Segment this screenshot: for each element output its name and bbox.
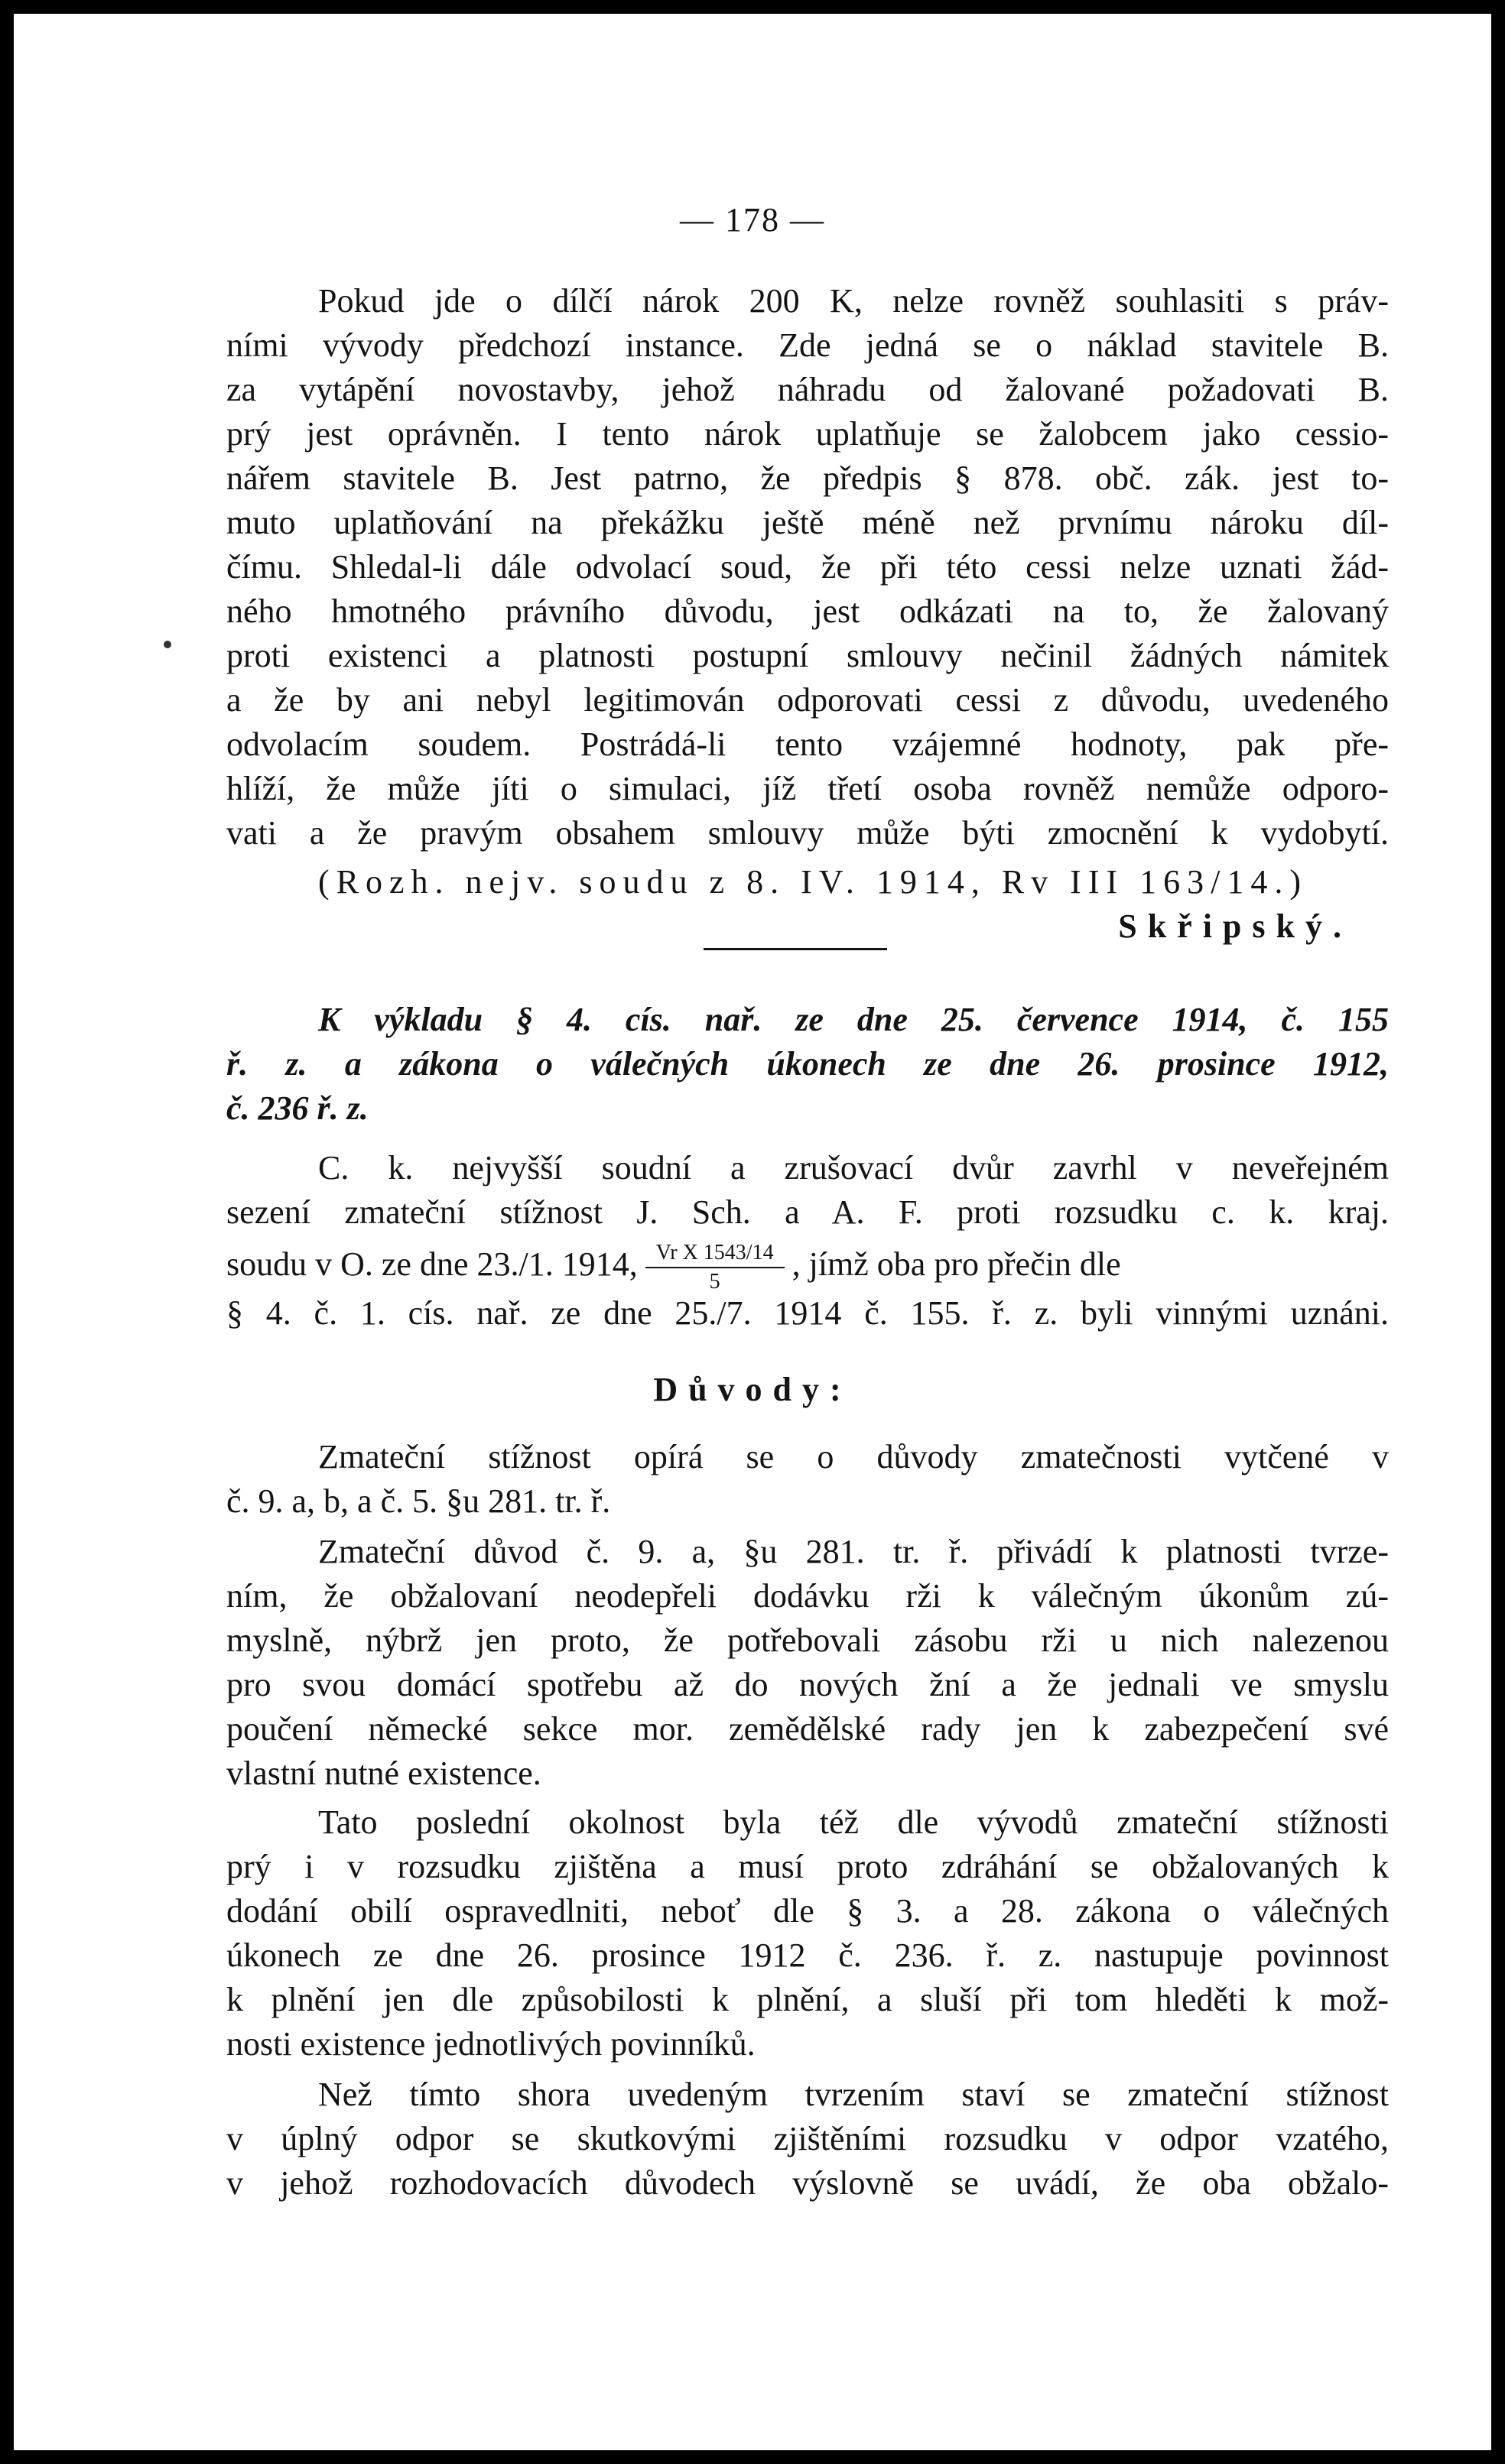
para5-line: Tato poslední okolnost byla též dle vývodů zmateční stížnosti [318, 1803, 1389, 1841]
case-title-line: K výkladu § 4. cís. nař. ze dne 25. července 1914, č. 155 [318, 1001, 1389, 1038]
author-signature: Skřipský. [1118, 907, 1352, 945]
para6-line: Než tímto shora uvedeným tvrzením staví se zmateční stížnost [318, 2076, 1389, 2113]
case-title-line: ř. z. a zákona o válečných úkonech ze dne 26. prosince 1912, [226, 1045, 1389, 1083]
para1-line: čímu. Shledal-li dále odvolací soud, že při této cessi nelze uznati žád- [226, 548, 1389, 586]
para2-line: sezení zmateční stížnost J. Sch. a A. F. proti rozsudku c. k. kraj. [226, 1193, 1389, 1231]
para3-line: č. 9. a, b, a č. 5. §u 281. tr. ř. [226, 1482, 611, 1520]
scan-speck [164, 641, 171, 648]
para5-line: prý i v rozsudku zjištěna a musí proto zdráhání se obžalovaných k [226, 1848, 1389, 1885]
para1-line: za vytápění novostavby, jehož náhradu od žalované požadovati B. [226, 371, 1389, 408]
section-divider [704, 948, 887, 950]
section-heading: Důvody: [653, 1371, 852, 1408]
para3-line: Zmateční stížnost opírá se o důvody zmatečnosti vytčené v [318, 1438, 1389, 1475]
para4-line: myslně, nýbrž jen proto, že potřebovali zásobu rži u nich nalezenou [226, 1622, 1389, 1659]
citation: (Rozh. nejv. soudu z 8. IV. 1914, Rv III 163/14.) [318, 863, 1308, 901]
para2-text: soudu v O. ze dne 23./1. 1914, [226, 1245, 638, 1283]
para1-line: ného hmotného právního důvodu, jest odkázati na to, že žalovaný [226, 592, 1389, 630]
para5-line: nosti existence jednotlivých povinníků. [226, 2025, 756, 2063]
para1-line: prý jest oprávněn. I tento nárok uplatňuje se žalobcem jako cessio- [226, 415, 1389, 453]
para5-line: úkonech ze dne 26. prosince 1912 č. 236. ř. z. nastupuje povinnost [226, 1936, 1389, 1974]
para4-line: poučení německé sekce mor. zemědělské rady jen k zabezpečení své [226, 1710, 1389, 1748]
para1-line: proti existenci a platnosti postupní smlouvy nečinil žádných námitek [226, 637, 1389, 674]
para1-line: hlíží, že může jíti o simulaci, jíž třetí osoba rovněž nemůže odporo- [226, 770, 1389, 807]
para1-line: a že by ani nebyl legitimován odporovati cessi z důvodu, uvedeného [226, 681, 1389, 719]
para1-line: vati a že pravým obsahem smlouvy může býti zmocnění k vydobytí. [226, 814, 1389, 852]
file-reference-fraction [645, 1242, 785, 1293]
para6-line: v úplný odpor se skutkovými zjištěními rozsudku v odpor vzatého, [226, 2120, 1389, 2157]
para1-line: Pokud jde o dílčí nárok 200 K, nelze rovněž souhlasiti s práv- [318, 282, 1389, 320]
para6-line: v jehož rozhodovacích důvodech výslovně se uvádí, že oba obžalo- [226, 2164, 1389, 2202]
para4-line: pro svou domácí spotřebu až do nových žní a že jednali ve smyslu [226, 1666, 1389, 1703]
paper-sheet [14, 14, 1491, 2450]
para2-text: , jímž oba pro přečin dle [792, 1245, 1121, 1283]
page-number: — 178 — [680, 201, 825, 239]
para4-line: Zmateční důvod č. 9. a, §u 281. tr. ř. přivádí k platnosti tvrze- [318, 1533, 1389, 1570]
para4-line: vlastní nutné existence. [226, 1755, 541, 1792]
fraction-numerator: Vr X 1543/14 [645, 1242, 785, 1268]
fraction-denominator: 5 [709, 1269, 720, 1294]
para2-line: C. k. nejvyšší soudní a zrušovací dvůr zavrhl v neveřejném [318, 1149, 1389, 1187]
para1-line: nářem stavitele B. Jest patrno, že předpis § 878. obč. zák. jest to- [226, 459, 1389, 497]
para2-line: § 4. č. 1. cís. nař. ze dne 25./7. 1914 č. 155. ř. z. byli vinnými uznáni. [226, 1294, 1389, 1332]
para5-line: dodání obilí ospravedlniti, neboť dle § 3. a 28. zákona o válečných [226, 1892, 1389, 1930]
para1-line: odvolacím soudem. Postrádá-li tento vzájemné hodnoty, pak pře- [226, 726, 1389, 763]
para1-line: muto uplatňování na překážku ještě méně než prvnímu nároku díl- [226, 504, 1389, 541]
para5-line: k plnění jen dle způsobilosti k plnění, a sluší při tom hleděti k mož- [226, 1981, 1389, 2018]
para4-line: ním, že obžalovaní neodepřeli dodávku rži k válečným úkonům zú- [226, 1577, 1389, 1615]
para1-line: ními vývody předchozí instance. Zde jedná se o náklad stavitele B. [226, 326, 1389, 364]
case-title-line: č. 236 ř. z. [226, 1089, 369, 1127]
